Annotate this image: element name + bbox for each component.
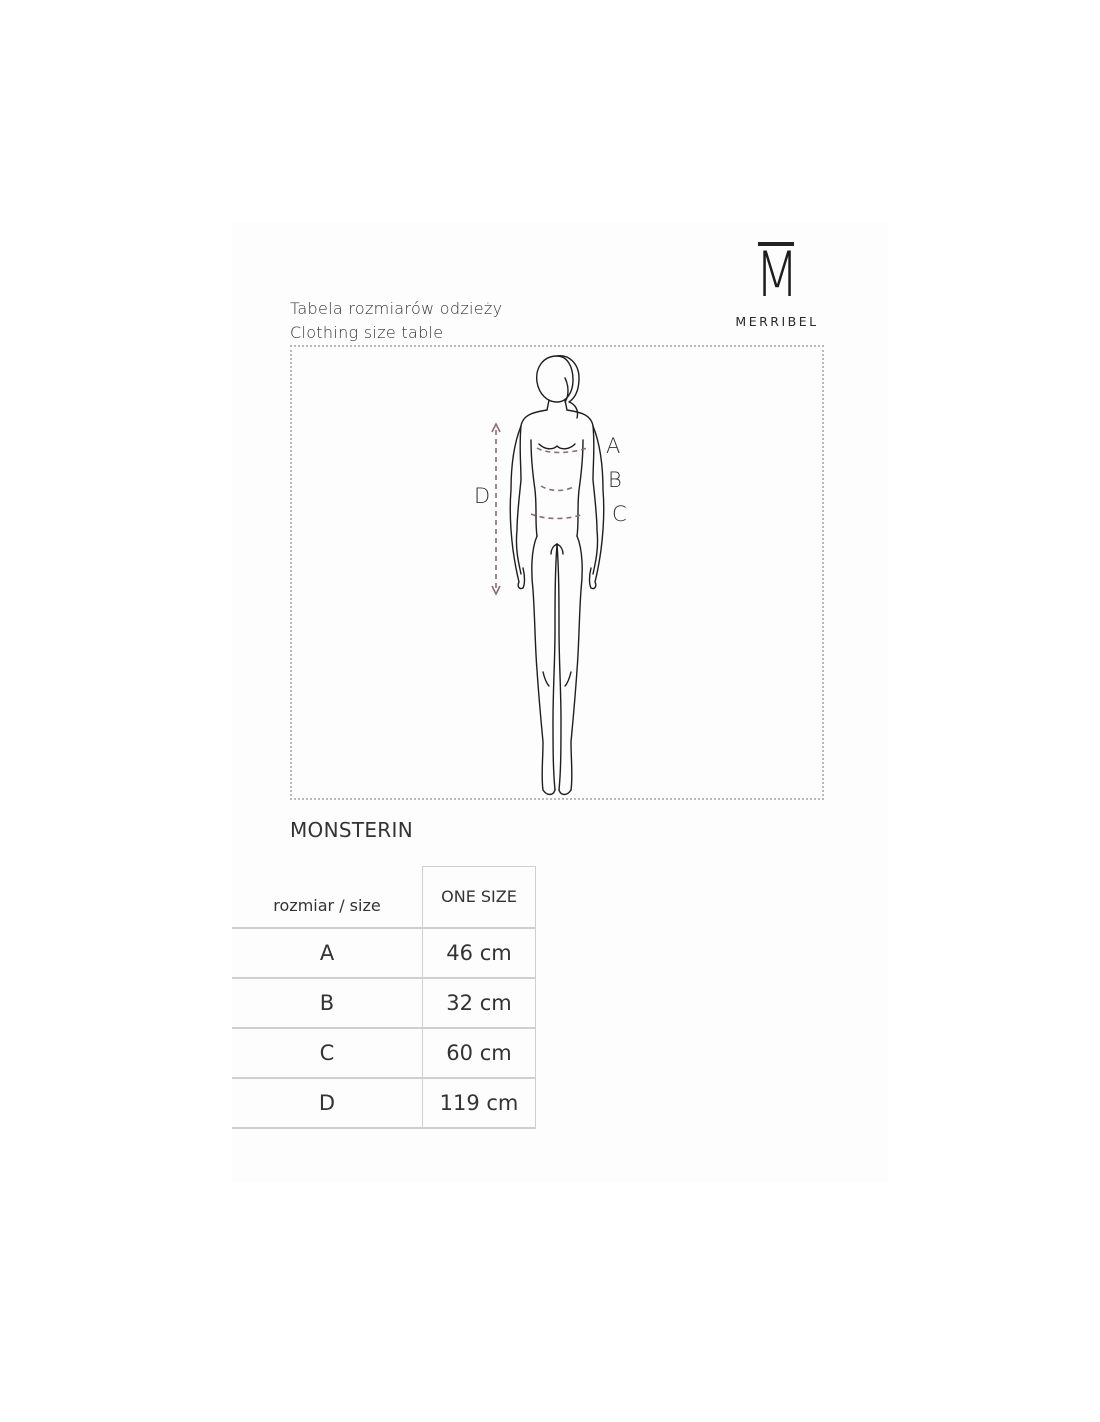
- merribel-logo: [722, 238, 832, 333]
- row-value: 32 cm: [423, 978, 536, 1028]
- row-label: B: [232, 978, 423, 1028]
- table-row: [232, 1078, 536, 1128]
- measure-label-a: A: [606, 434, 621, 458]
- table-row: [232, 928, 536, 978]
- title-english: Clothing size table: [290, 323, 444, 342]
- title-polish: Tabela rozmiarów odzieży: [290, 299, 503, 318]
- row-value: 119 cm: [423, 1078, 536, 1128]
- row-label: C: [232, 1028, 423, 1078]
- product-name: MONSTERIN: [290, 818, 413, 842]
- measure-label-b: B: [608, 468, 622, 492]
- measure-label-d: D: [474, 484, 491, 508]
- logo-wordmark: MERRIBEL: [735, 314, 819, 329]
- logo-letter: M: [755, 238, 799, 311]
- size-header-label: rozmiar / size: [232, 867, 423, 928]
- table-row: [232, 978, 536, 1028]
- table-row: [232, 1028, 536, 1078]
- size-table: [232, 866, 536, 1129]
- row-label: A: [232, 928, 423, 978]
- body-figure-illustration: [465, 350, 645, 802]
- measure-label-c: C: [612, 502, 627, 526]
- size-header-onesize: ONE SIZE: [423, 867, 536, 928]
- row-label: D: [232, 1078, 423, 1128]
- row-value: 60 cm: [423, 1028, 536, 1078]
- size-table-header: [232, 867, 536, 928]
- row-value: 46 cm: [423, 928, 536, 978]
